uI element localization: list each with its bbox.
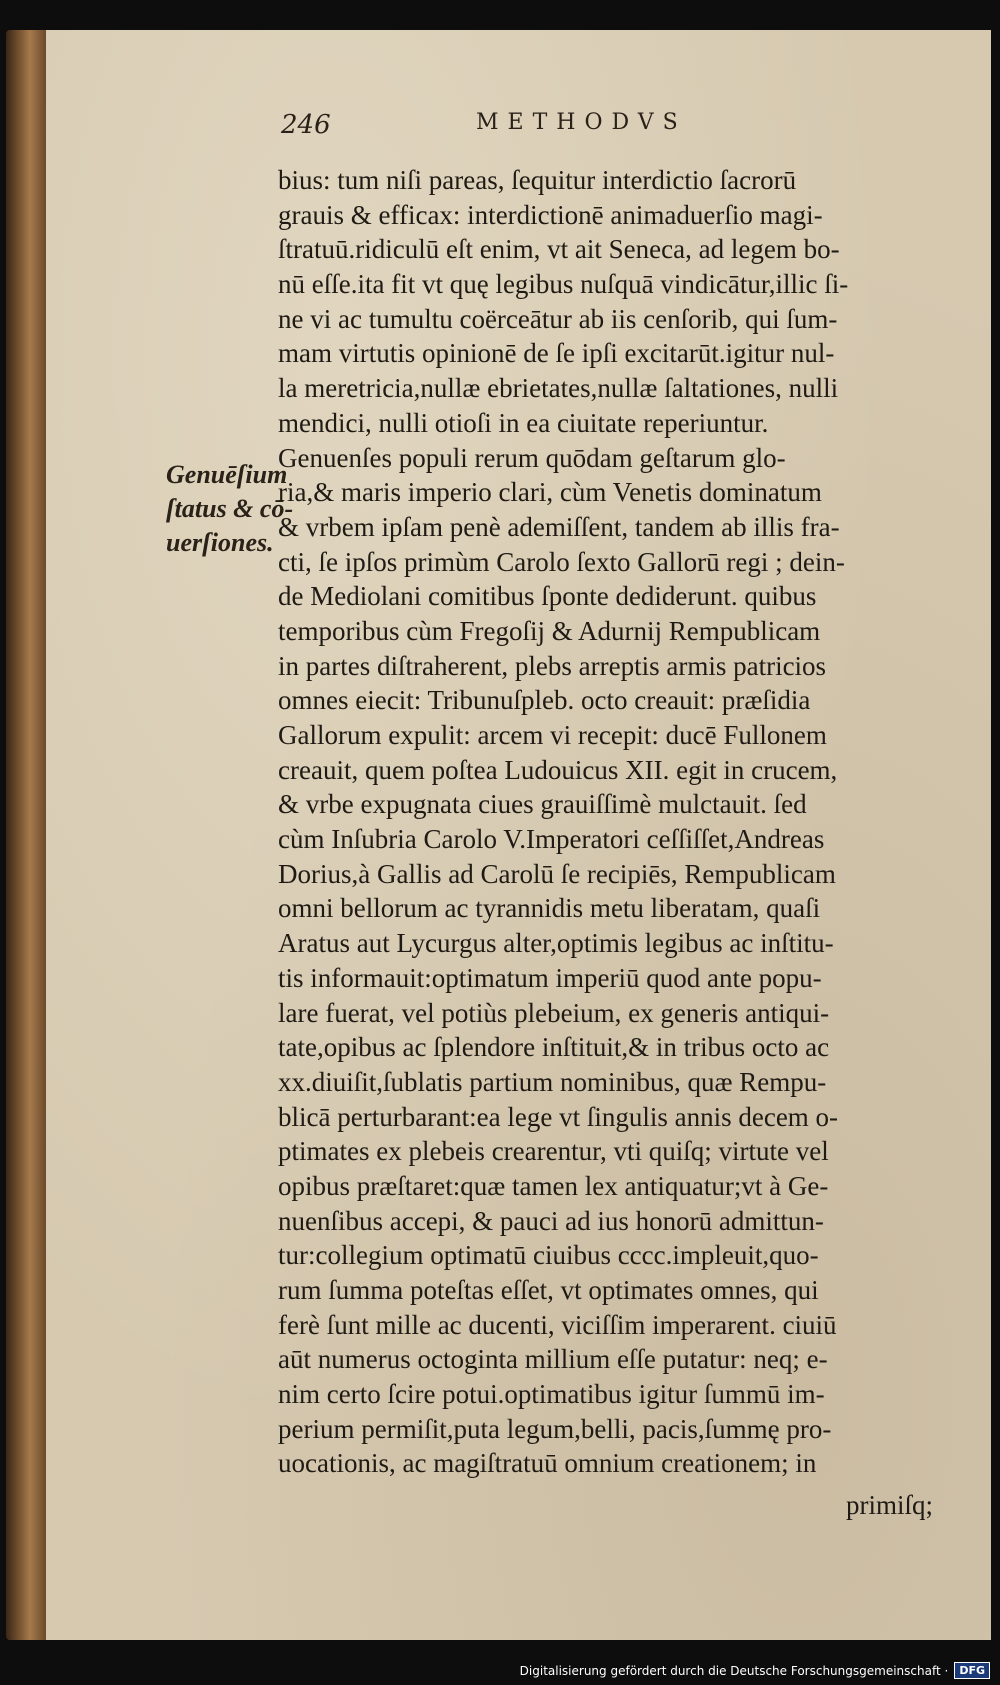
dfg-logo: DFG: [954, 1662, 990, 1679]
text-line: tis informauit:optimatum imperiū quod ante popu-: [278, 962, 822, 993]
footer-credit: [520, 1662, 990, 1679]
text-line: uocationis, ac magiſtratuū omnium creationem; in: [278, 1448, 817, 1479]
page-number: 246: [281, 110, 331, 140]
text-line: nim certo ſcire potui.optimatibus igitur ſummū im-: [278, 1379, 825, 1410]
text-line: la meretricia,nullæ ebrietates,nullæ ſaltationes, nulli: [278, 373, 839, 404]
margin-note-line: ſtatus & cō-: [166, 494, 294, 523]
funding-credit-text: Digitalisierung gefördert durch die Deutsche Forschungsgemeinschaft ·: [519, 1663, 949, 1678]
text-line: grauis & efficax: interdictionē animaduerſio magi-: [278, 199, 823, 230]
text-line: cti, ſe ipſos primùm Carolo ſexto Gallorū regi ; dein-: [278, 546, 845, 577]
text-line: perium permiſit,puta legum,belli, pacis,ſummę pro-: [278, 1413, 832, 1444]
text-line: Gallorum expulit: arcem vi recepit: ducē Fullonem: [278, 720, 827, 750]
text-line: xx.diuiſit,ſublatis partium nominibus, quæ Rempu-: [278, 1066, 827, 1097]
text-line: Aratus aut Lycurgus alter,optimis legibus ac inſtitu-: [278, 928, 834, 959]
text-line: ne vi ac tumultu coërceātur ab iis cenſorib, qui ſum-: [278, 303, 838, 334]
book-page: [46, 30, 991, 1640]
text-line: in partes diſtraherent, plebs arreptis armis patricios: [278, 650, 827, 681]
text-line: mam virtutis opinionē de ſe ipſi excitarūt.igitur nul-: [278, 338, 835, 369]
text-line: creauit, quem poſtea Ludouicus XII. egit in crucem,: [278, 754, 838, 785]
text-line: omnes eiecit: Tribunuſpleb. octo creauit: præſidia: [278, 685, 811, 716]
text-line: ſtratuū.ridiculū eſt enim, vt ait Seneca, ad legem bo-: [278, 234, 840, 265]
text-line: blicā perturbarant:ea lege vt ſingulis annis decem o-: [278, 1101, 839, 1132]
text-line: bius: tum niſi pareas, ſequitur interdictio ſacrorū: [278, 165, 797, 195]
text-line: cùm Inſubria Carolo V.Imperatori ceſſiſſet,Andreas: [278, 824, 825, 855]
text-line: rum ſumma poteſtas eſſet, vt optimates omnes, qui: [278, 1275, 819, 1305]
text-line: aūt numerus octoginta millium eſſe putatur: neq; e-: [278, 1344, 828, 1375]
text-line: & vrbem ipſam penè ademiſſent, tandem ab illis fra-: [278, 511, 840, 542]
text-line: Genuenſes populi rerum quōdam geſtarum glo-: [278, 442, 786, 473]
text-line: de Mediolani comitibus ſponte dediderunt. quibus: [278, 581, 817, 612]
body-text: [278, 163, 998, 1481]
footer-bar: [0, 1645, 1000, 1685]
catchword: primiſq;: [846, 1490, 933, 1520]
margin-note-line: uerſiones.: [166, 528, 274, 557]
text-line: opibus præſtaret:quæ tamen lex antiquatur;vt à Ge-: [278, 1170, 829, 1201]
text-line: Dorius,à Gallis ad Carolū ſe recipiēs, Rempublicam: [278, 858, 836, 889]
text-line: lare fuerat, vel potiùs plebeium, ex generis antiqui-: [278, 997, 830, 1028]
text-line: nū eſſe.ita fit vt quę legibus nuſquā vindicātur,illic ſi-: [278, 269, 849, 300]
text-line: mendici, nulli otioſi in ea ciuitate reperiuntur.: [278, 407, 769, 438]
page-header: [281, 110, 1000, 148]
text-line: ptimates ex plebeis crearentur, vti quiſq; virtute vel: [278, 1136, 829, 1167]
text-line: omni bellorum ac tyrannidis metu liberatam, quaſi: [278, 893, 821, 924]
text-line: tur:collegium optimatū ciuibus cccc.impleuit,quo-: [278, 1240, 819, 1271]
book-scan: [6, 30, 991, 1640]
text-line: temporibus cùm Fregoſij & Adurnij Rempublicam: [278, 615, 821, 646]
book-spine-edge: [6, 30, 46, 1640]
text-line: nuenſibus accepi, & pauci ad ius honorū admittun-: [278, 1205, 824, 1236]
text-line: ferè ſunt mille ac ducenti, viciſſim imperarent. ciuiū: [278, 1309, 837, 1340]
running-head: METHODVS: [476, 110, 687, 135]
text-line: ria,& maris imperio clari, cùm Venetis dominatum: [278, 477, 822, 508]
text-line: & vrbe expugnata ciues grauiſſimè mulctauit. ſed: [278, 789, 807, 820]
text-line: tate,opibus ac ſplendore inſtituit,& in tribus octo ac: [278, 1032, 830, 1063]
margin-note-line: Genuēſium: [166, 460, 288, 489]
